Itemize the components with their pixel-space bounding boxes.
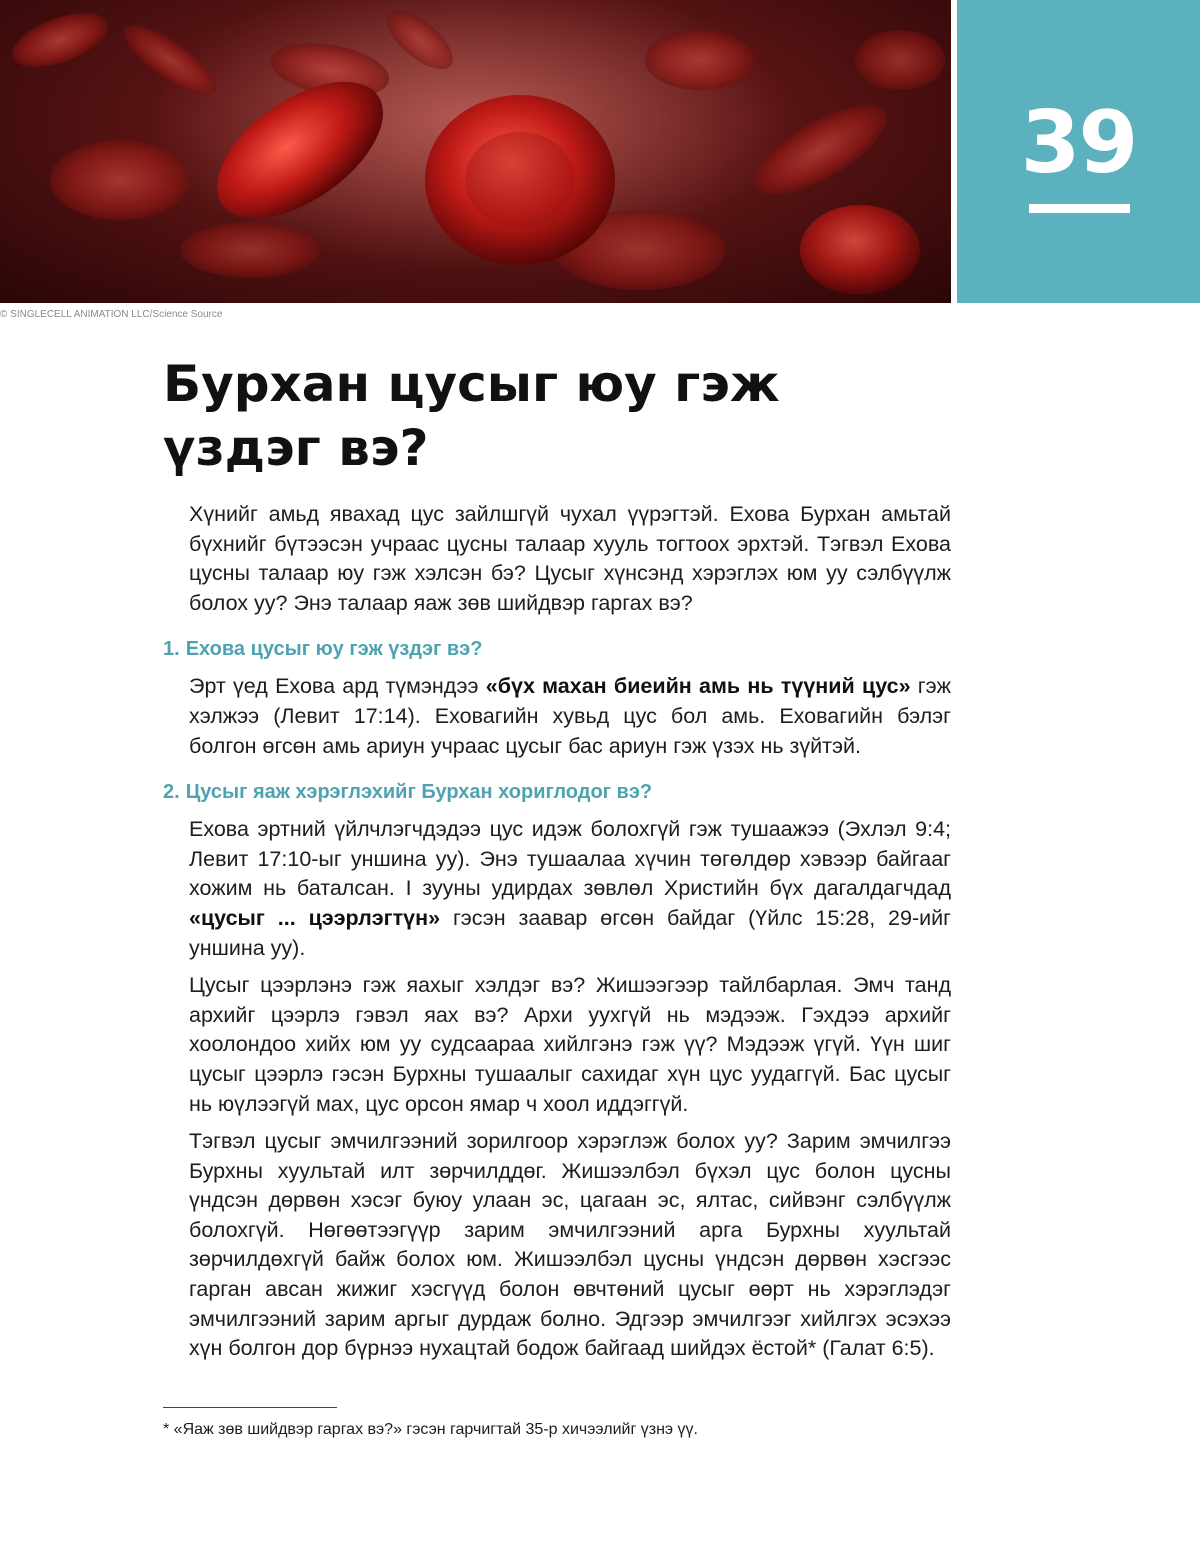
section-2-heading-text: Цусыг яаж хэрэглэхийг Бурхан хориглодог вэ?	[185, 781, 653, 804]
intro-paragraph: Хүнийг амьд явахад цус зайлшгүй чухал үүрэгтэй. Ехова Бурхан амьтай бүхнийг бүтээсэн учраас цусны талаар хууль тогтоох эрхтэй. Тэгвэл Ехова цусны талаар юу гэж хэлсэн бэ? Цусыг хүнсэнд хэрэглэх юм уу сэлбүүлж болох уу? Энэ талаар яаж зөв шийдвэр гаргах вэ?	[189, 502, 951, 615]
section-2-scripture-quote: «цусыг ... цээрлэгтүн»	[189, 905, 441, 930]
footnote-divider	[163, 1407, 337, 1408]
section-2-heading	[163, 779, 951, 805]
lesson-number-box	[957, 0, 1200, 303]
title-line-1: Бурхан цусыг юу гэж	[163, 355, 780, 413]
lesson-content	[163, 500, 951, 1372]
section-2-text-b: гэсэн заавар өгсөн байдаг (Үйлс 15:28, 29-ийг уншина уу).	[189, 905, 951, 960]
section-1-text-a: Эрт үед Ехова ард түмэндээ	[189, 674, 486, 699]
section-1-text-b: гэж хэлжээ (Левит 17:14). Еховагийн хувьд цус бол амь. Еховагийн бэлэг болгон өгсөн амь ариун учраас цусыг бас ариун гэж үзэх нь зүйтэй.	[189, 674, 952, 758]
section-2-paragraph-3: Тэгвэл цусыг эмчилгээний зорилгоор хэрэглэж болох уу? Зарим эмчилгээ Бурхны хуультай илт зөрчилддөг. Жишээлбэл бүхэл цус болон цусны үндсэн дөрвөн хэсэг буюу улаан эс, цагаан эс, ялтас, сийвэнг сэлбүүлж болохгүй. Нөгөөтээгүүр зарим эмчилгээний арга Бурхны хуультай зөрчилдөхгүй байж болох юм. Жишээлбэл цусны үндсэн дөрвөн хэсгээс гарган авсан жижиг хэсгүүд болон өвчтөний цусыг өөрт нь хэрэглэдэг эмчилгээний зарим аргыг дурдаж болно. Эдгээр эмчилгээг хийлгэх эсэхээ хүн болгон дор бүрнээ нухацтай бодож байгаад шийдэх ёстой* (Галат 6:5).	[189, 1129, 951, 1361]
section-2-paragraph-1	[189, 815, 951, 963]
lesson-number-underline	[1029, 204, 1130, 213]
hero-image-red-blood-cells	[0, 0, 951, 303]
section-1-number: 1.	[163, 638, 180, 661]
section-2-text-a: Ехова эртний үйлчлэгчдэдээ цус идэж болохгүй гэж тушаажээ (Эхлэл 9:4; Левит 17:10-ыг уншина уу). Энэ тушаалаа хүчин төгөлдөр хэвээр байгааг хожим нь баталсан. I зууны удирдах зөвлөл Христийн бүх дагалдагчдад	[189, 817, 951, 901]
section-2-paragraph-2: Цусыг цээрлэнэ гэж яахыг хэлдэг вэ? Жишээгээр тайлбарлая. Эмч танд архийг цээрлэ гэвэл яах вэ? Архи уухгүй нь мэдээж. Гэхдээ архийг хоолондоо хийх юм уу судсаараа хийлгэнэ гэж үү? Мэдээж үгүй. Үүн шиг цусыг цээрлэ гэсэн Бурхны тушаалыг сахидаг хүн цус уудаггүй. Бас цусыг нь юүлээгүй мах, цус орсон ямар ч хоол иддэггүй.	[189, 973, 951, 1116]
section-1-paragraph	[189, 672, 951, 761]
lesson-number: 39	[1020, 93, 1137, 193]
title-line-2: үздэг вэ?	[163, 419, 429, 477]
section-2-number: 2.	[163, 781, 180, 804]
section-1-scripture-quote: «бүх махан биеийн амь нь түүний цус»	[485, 674, 911, 699]
section-1-heading-text: Ехова цусыг юу гэж үздэг вэ?	[185, 638, 483, 661]
blood-cells-illustration	[0, 0, 951, 303]
image-credit: © SINGLECELL ANIMATION LLC/Science Source	[0, 309, 223, 320]
page-title	[163, 352, 923, 480]
footnote: * «Яаж зөв шийдвэр гаргах вэ?» гэсэн гарчигтай 35-р хичээлийг үзнэ үү.	[163, 1421, 698, 1438]
section-1-heading	[163, 636, 951, 662]
